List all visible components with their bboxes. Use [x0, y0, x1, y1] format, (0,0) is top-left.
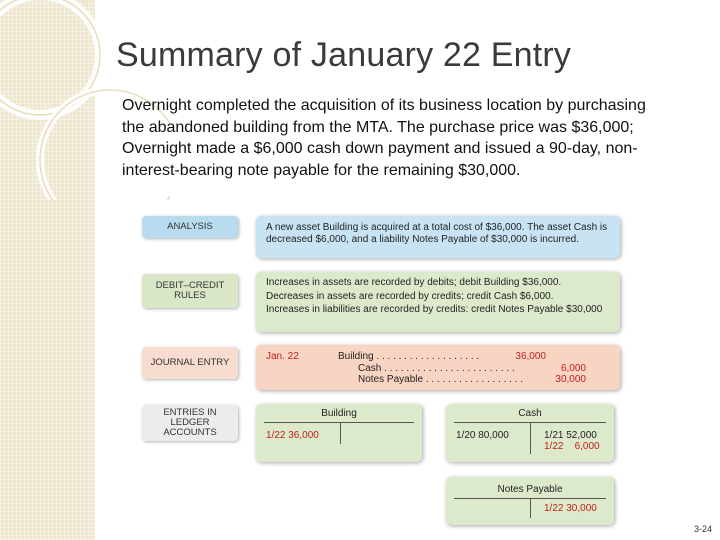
page-number: 3-24: [693, 524, 712, 534]
analysis-text: A new asset Building is acquired at a total cost of $36,000. The asset Cash is decreased $6,000, and a liability Notes Payable of $30,000 is incurred.: [266, 222, 608, 245]
journal-line-2-account: Cash . . . . . . . . . . . . . . . . . . . . . . . .: [358, 362, 515, 374]
cash-ledger-credit-1: 1/21 52,000: [544, 430, 597, 441]
notes-payable-ledger-title: Notes Payable: [497, 484, 563, 495]
cash-ledger-title: Cash: [518, 408, 542, 419]
journal-date: Jan. 22: [266, 351, 299, 362]
journal-entry-label: JOURNAL ENTRY: [142, 347, 238, 379]
analysis-label: ANALYSIS: [142, 216, 238, 238]
ledger-label: ENTRIES IN LEDGER ACCOUNTS: [142, 405, 238, 441]
building-ledger-title: Building: [321, 408, 357, 419]
cash-ledger-debit: 1/20 80,000: [456, 430, 509, 441]
building-ledger-debit: 1/22 36,000: [266, 430, 319, 441]
journal-line-3-account: Notes Payable . . . . . . . . . . . . . . . . . .: [358, 374, 524, 385]
journal-line-1-account: Building . . . . . . . . . . . . . . . . . . .: [338, 351, 480, 362]
journal-entry-box: [256, 345, 620, 390]
journal-line-3-amount: 30,000: [555, 374, 586, 385]
notes-payable-ledger-account: [446, 477, 614, 525]
notes-payable-ledger-credit: 1/22 30,000: [544, 503, 597, 514]
building-ledger-account: [256, 404, 422, 462]
journal-line-1-amount: 36,000: [515, 351, 546, 362]
rules-line-3: Increases in liabilities are recorded by credits: credit Notes Payable $30,000: [266, 304, 603, 315]
slide-body-text: Overnight completed the acquisition of its business location by purchasing the abandoned building from the MTA. The purchase price was $36,000; Overnight made a $6,000 cash down payment and issued a 90-day, non-interest-bearing note payable for the remaining $30,000.: [122, 97, 646, 179]
analysis-box: [256, 216, 620, 258]
debit-credit-rules-box: [256, 272, 620, 332]
cash-ledger-credit-2: 1/22 6,000: [544, 441, 600, 452]
slide-title: Summary of January 22 Entry: [116, 36, 572, 74]
journal-line-2-amount: 6,000: [560, 362, 586, 374]
rules-line-1: Increases in assets are recorded by debits; debit Building $36,000.: [266, 277, 562, 288]
rules-line-2: Decreases in assets are recorded by credits; credit Cash $6,000.: [266, 290, 554, 302]
debit-credit-rules-label: DEBIT–CREDIT RULES: [142, 274, 238, 308]
cash-ledger-account: [446, 404, 614, 462]
